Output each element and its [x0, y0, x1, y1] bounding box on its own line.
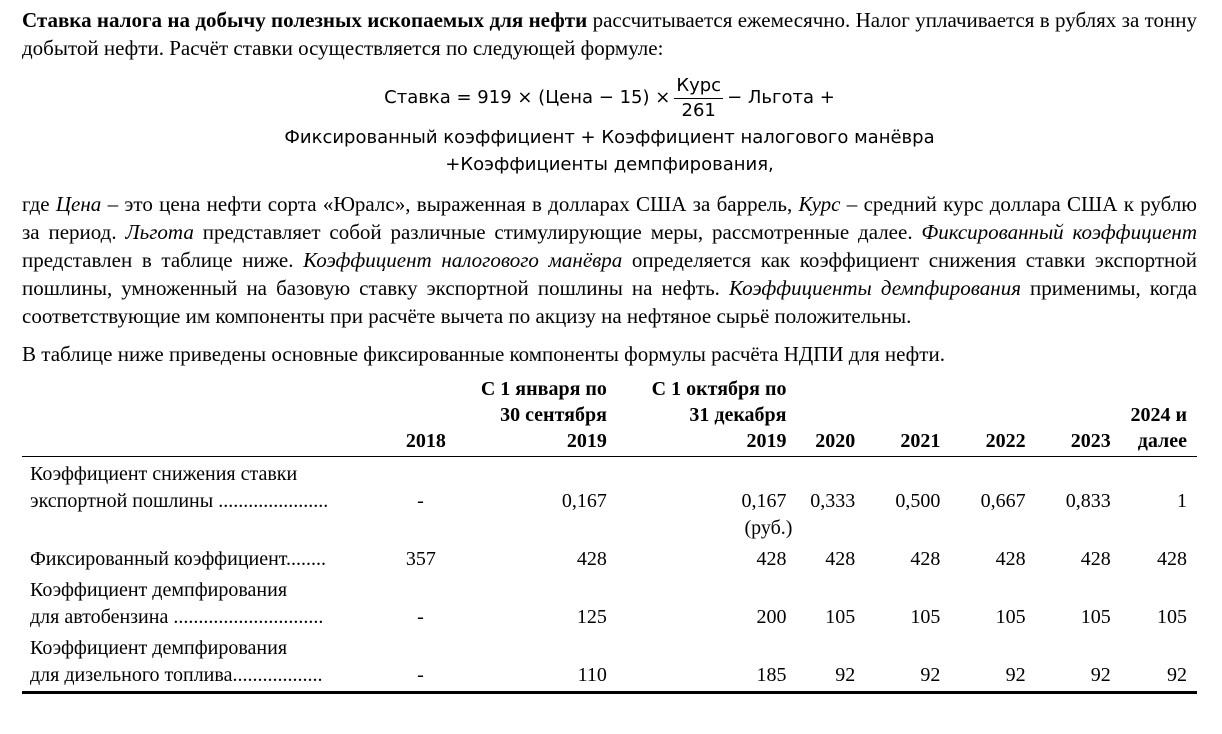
table-cell: 428 — [1080, 548, 1111, 570]
header-cell: С 1 января по 30 сентября 2019 — [446, 376, 607, 457]
formula-left: Ставка = 919 × (Цена − 15) × — [384, 87, 671, 108]
unit-note: (руб.) — [744, 517, 793, 539]
header-cell: 2020 — [787, 376, 856, 457]
row-label: Фиксированный коэффициент........ — [30, 548, 327, 570]
term-tax-maneuver: Коэффициент налогового манёвра — [303, 248, 623, 272]
table-cell: 92 — [787, 631, 856, 693]
table-cell: 110 — [446, 631, 607, 693]
text-span: – средний курс доллара США к рублю за период. — [22, 192, 1197, 244]
header-cell: 2024 и далее — [1111, 376, 1197, 457]
table-cell: 105 — [1080, 606, 1111, 628]
row-label: Коэффициент демпфирования для автобензина .............................. — [30, 579, 324, 628]
tax-formula — [22, 72, 1197, 178]
header-cell: С 1 октября по 31 декабря 2019 — [607, 376, 787, 457]
table-row — [22, 457, 1197, 543]
term-damping: Коэффициенты демпфирования — [728, 276, 1021, 300]
formula-denominator: 261 — [681, 99, 716, 121]
formula-line-3: +Коэффициенты демпфирования, — [445, 154, 774, 175]
table-cell: 0,167 — [741, 490, 787, 512]
intro-paragraph — [22, 6, 1197, 62]
table-cell: - — [417, 606, 424, 628]
text-span: – это цена нефти сорта «Юралс», выраженная в долларах США за баррель, — [101, 192, 799, 216]
formula-numerator: Курс — [674, 74, 723, 99]
table-cell: 0,500 — [895, 490, 941, 512]
text-span: применимы, когда соответствующие им компоненты при расчёте вычета по акцизу на нефтяное сырьё положительны. — [22, 276, 1198, 328]
table-cell: 105 — [1157, 606, 1187, 628]
table-cell: 357 — [405, 548, 436, 570]
table-cell: 105 — [995, 606, 1026, 628]
text-span: где — [22, 192, 56, 216]
document-page — [22, 6, 1197, 694]
table-cell: 1 — [1177, 490, 1187, 512]
table-cell: 125 — [576, 606, 607, 628]
table-cell: 428 — [910, 548, 941, 570]
coefficients-table — [22, 376, 1197, 694]
table-cell: 92 — [1111, 631, 1197, 693]
formula-fraction — [674, 74, 723, 123]
table-cell: 0,833 — [1065, 490, 1111, 512]
table-cell: 0,333 (руб.) — [787, 457, 856, 543]
intro-bold-lead: Ставка налога на добычу полезных ископаемых для нефти — [22, 8, 588, 32]
header-cell: 2021 — [855, 376, 940, 457]
table-row — [22, 631, 1197, 693]
header-cell: 2023 — [1026, 376, 1111, 457]
table-cell: 428 — [995, 548, 1026, 570]
formula-right: − Льгота + — [727, 87, 835, 108]
table-cell: 428 — [825, 548, 856, 570]
text-span: определяется как коэффициент снижения ставки экспортной пошлины, умноженный на базовую ставку экспортной пошлины на нефть. — [22, 248, 1197, 300]
row-label: Коэффициент снижения ставки экспортной пошлины ...................... — [30, 463, 329, 512]
table-row — [22, 573, 1197, 631]
table-cell: - — [376, 631, 446, 693]
table-cell: 428 — [1157, 548, 1187, 570]
explanation-paragraph — [22, 190, 1197, 330]
table-cell: 185 — [607, 631, 787, 693]
table-intro: В таблице ниже приведены основные фиксированные компоненты формулы расчёта НДПИ для нефти. — [22, 342, 945, 366]
term-rate: Курс — [798, 192, 841, 216]
table-cell: 428 — [756, 548, 787, 570]
header-cell: 2018 — [376, 376, 446, 457]
table-cell: 200 — [756, 606, 787, 628]
header-empty — [22, 376, 376, 457]
term-fixed-coefficient: Фиксированный коэффициент — [921, 220, 1197, 244]
table-cell: 105 — [825, 606, 856, 628]
table-cell: 0,167 — [561, 490, 607, 512]
term-price: Цена — [55, 192, 102, 216]
table-cell: 92 — [1026, 631, 1111, 693]
table-cell: - — [417, 490, 424, 512]
term-benefit: Льгота — [125, 220, 194, 244]
table-cell: 105 — [910, 606, 941, 628]
header-cell: 2022 — [940, 376, 1025, 457]
intro-rest: рассчитывается ежемесячно. Налог уплачивается в рублях за тонну добытой нефти. Расчёт ставки осуществляется по следующей формуле: — [22, 8, 1197, 60]
formula-line-2: Фиксированный коэффициент + Коэффициент налогового манёвра — [284, 127, 935, 148]
text-span: представляет собой различные стимулирующие меры, рассмотренные далее. — [193, 220, 922, 244]
table-row — [22, 542, 1197, 573]
table-cell: 428 — [576, 548, 607, 570]
row-label: Коэффициент демпфирования для дизельного топлива.................. — [22, 631, 376, 693]
table-cell: 92 — [855, 631, 940, 693]
text-span: представлен в таблице ниже. — [22, 248, 304, 272]
table-cell: 0,667 — [980, 490, 1026, 512]
table-header-row — [22, 376, 1197, 457]
table-cell: 92 — [940, 631, 1025, 693]
